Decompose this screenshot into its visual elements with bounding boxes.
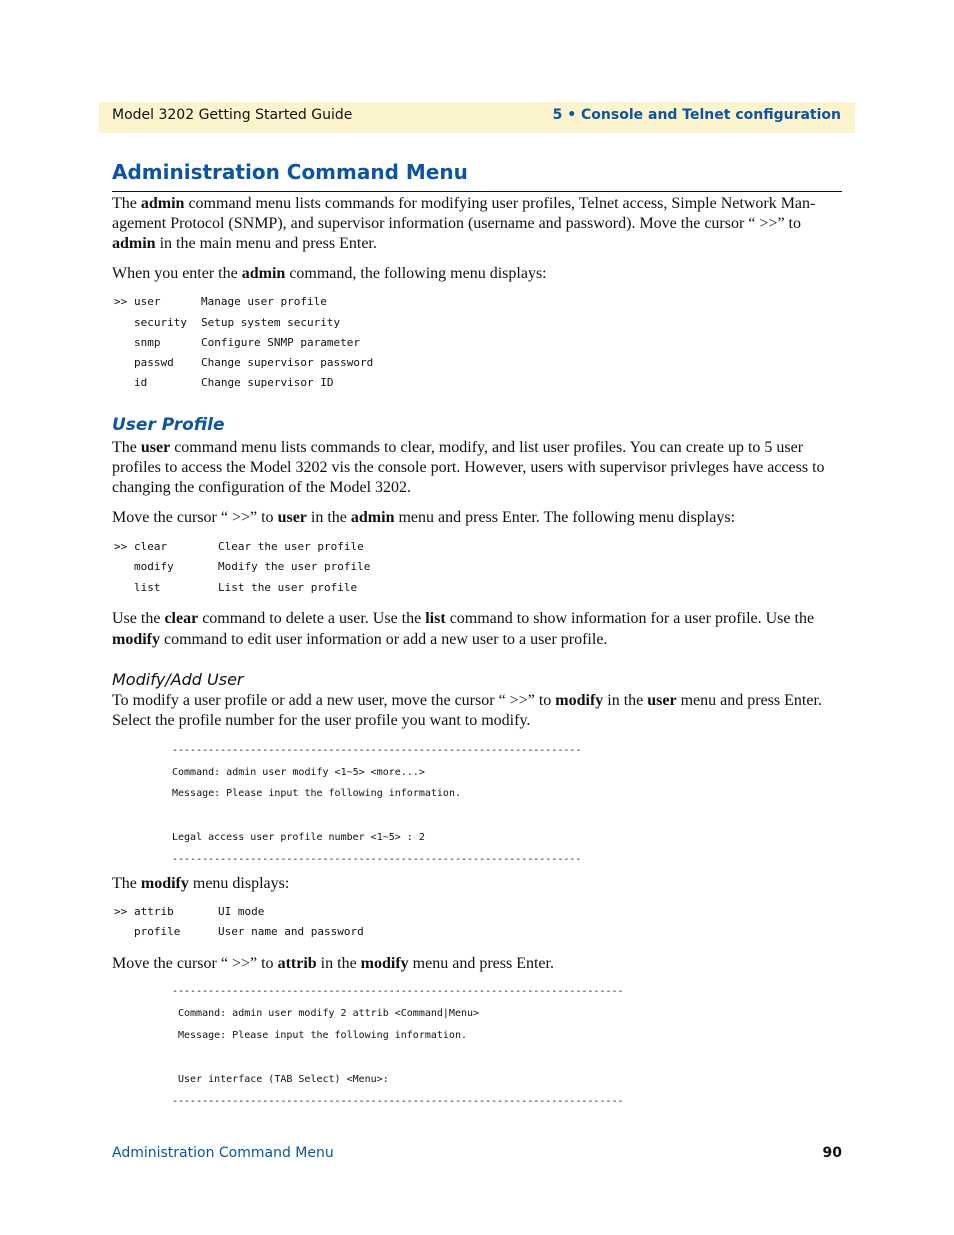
menu-desc: Manage user profile [201, 295, 327, 308]
menu-desc: Modify the user profile [218, 560, 371, 573]
menu-prompt: >> [114, 905, 128, 918]
user-profile-line-1: The user command menu lists commands to clear, modify, and list user profiles. You can create up to 5 user [112, 439, 804, 456]
modify-menu-text: The modify menu displays: [112, 875, 290, 892]
page-number: 90 [822, 1145, 842, 1161]
menu-desc: Setup system security [201, 316, 341, 329]
running-header [99, 102, 855, 133]
terminal-divider: -------------------------------------------------------------------- [172, 745, 582, 756]
menu-cmd: user [134, 295, 161, 308]
user-profile-line-2: profiles to access the Model 3202 vis the console port. However, users with supervisor privleges have access to [112, 459, 825, 476]
user-profile-line-3: changing the configuration of the Model 3202. [112, 479, 412, 496]
menu-cmd: security [134, 316, 187, 329]
subsection-title-user-profile: User Profile [112, 415, 225, 435]
menu-desc: Clear the user profile [218, 540, 364, 553]
use-line-1: Use the clear command to delete a user. Use the list command to show information for a user profile. Use the [112, 610, 815, 627]
when-text: When you enter the admin command, the following menu displays: [112, 265, 547, 282]
menu-cmd: profile [134, 925, 181, 938]
user-move-text: Move the cursor “ >>” to user in the admin menu and press Enter. The following menu displays: [112, 509, 736, 526]
footer-section-name: Administration Command Menu [112, 1145, 334, 1161]
header-guide-title: Model 3202 Getting Started Guide [112, 107, 353, 123]
terminal-divider: --------------------------------------------------------------------------- [172, 1096, 624, 1107]
terminal-divider: -------------------------------------------------------------------- [172, 854, 582, 865]
section-rule [112, 191, 842, 192]
terminal-command: Command: admin user modify 2 attrib <Command|Menu> [178, 1008, 480, 1019]
intro-line-3: admin in the main menu and press Enter. [112, 235, 377, 252]
menu-prompt: >> [114, 540, 128, 553]
terminal-message: Message: Please input the following information. [172, 788, 461, 799]
menu-cmd: list [134, 581, 161, 594]
menu-desc: List the user profile [218, 581, 358, 594]
intro-line-1: The admin command menu lists commands for modifying user profiles, Telnet access, Simple Network Man- [112, 195, 816, 212]
menu-desc: Configure SNMP parameter [201, 336, 360, 349]
terminal-divider: --------------------------------------------------------------------------- [172, 986, 624, 997]
attrib-text: Move the cursor “ >>” to attrib in the modify menu and press Enter. [112, 955, 554, 972]
menu-cmd: attrib [134, 905, 174, 918]
menu-desc: User name and password [218, 925, 364, 938]
menu-cmd: id [134, 376, 148, 389]
section-title: Administration Command Menu [112, 160, 468, 184]
modify-line-1: To modify a user profile or add a new user, move the cursor “ >>” to modify in the user menu and press Enter. [112, 692, 822, 709]
modify-line-2: Select the profile number for the user profile you want to modify. [112, 712, 531, 729]
subsection-title-modify-add-user: Modify/Add User [112, 670, 244, 689]
terminal-command: Command: admin user modify <1~5> <more...> [172, 767, 425, 778]
menu-desc: Change supervisor password [201, 356, 374, 369]
menu-cmd: passwd [134, 356, 174, 369]
intro-line-2: agement Protocol (SNMP), and supervisor information (username and password). Move the cursor “ >>” to [112, 215, 801, 232]
menu-desc: UI mode [218, 905, 265, 918]
terminal-input: Legal access user profile number <1~5> : 2 [172, 832, 425, 843]
header-chapter: 5 • Console and Telnet configuration [552, 107, 841, 123]
terminal-input: User interface (TAB Select) <Menu>: [178, 1074, 389, 1085]
menu-prompt: >> [114, 295, 128, 308]
use-line-2: modify command to edit user information or add a new user to a user profile. [112, 631, 608, 648]
menu-cmd: snmp [134, 336, 161, 349]
menu-cmd: clear [134, 540, 168, 553]
terminal-message: Message: Please input the following information. [178, 1030, 467, 1041]
menu-desc: Change supervisor ID [201, 376, 334, 389]
menu-cmd: modify [134, 560, 174, 573]
